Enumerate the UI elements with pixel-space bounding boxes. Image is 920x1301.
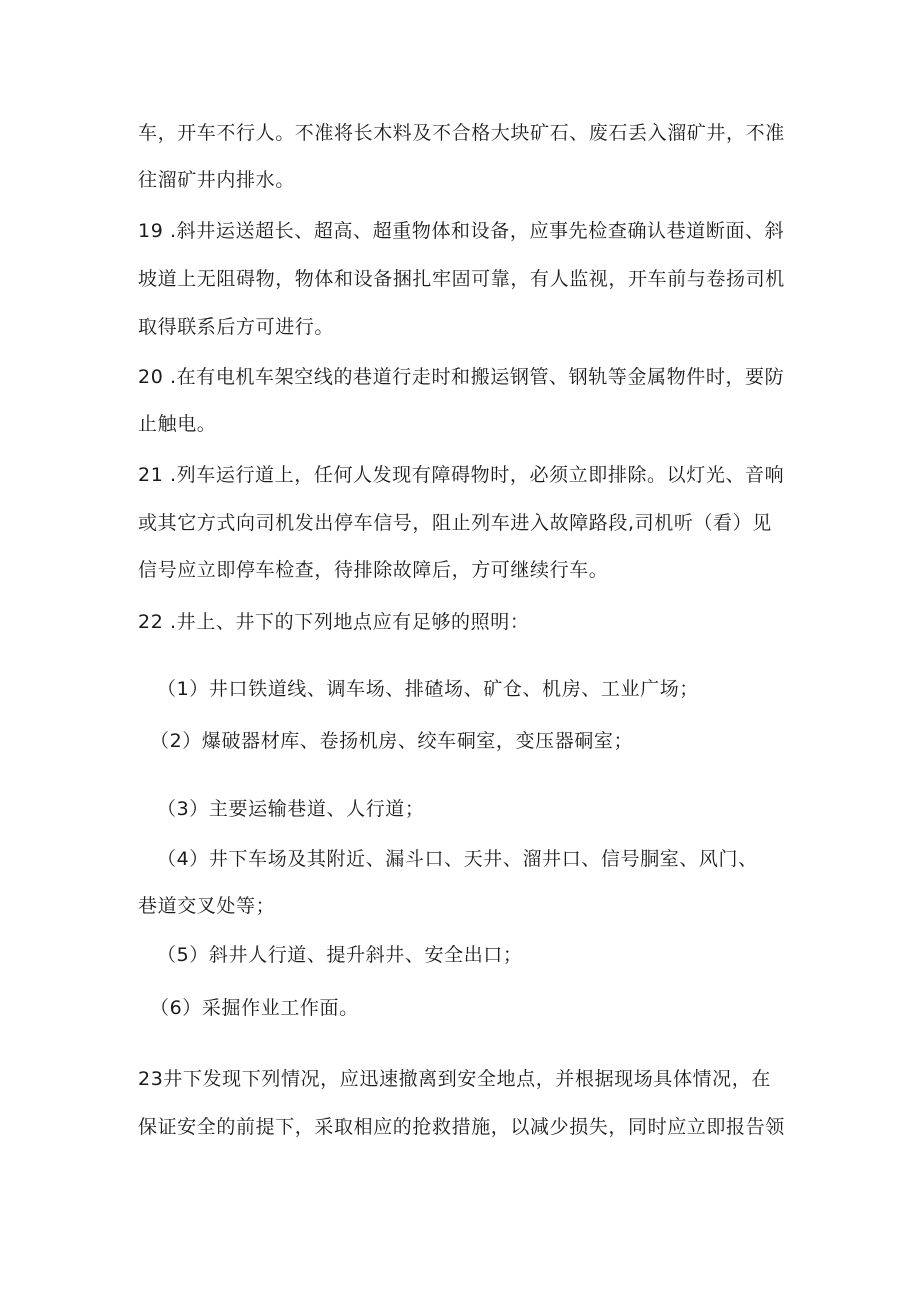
item-19-line-1: 19 .斜井运送超长、超高、超重物体和设备，应事先检查确认巷道断面、斜 [138, 220, 785, 242]
item-21-line-2: 或其它方式向司机发出停车信号，阻止列车进入故障路段,司机听（看）见 [138, 512, 772, 534]
list-item-4-line-1: （4）井下车场及其附近、漏斗口、天井、溜井口、信号胴室、风门、 [157, 848, 758, 870]
item-22-heading: 22 .井上、井下的下列地点应有足够的照明： [138, 611, 530, 633]
item-19-line-2: 坡道上无阻碍物，物体和设备捆扎牢固可靠，有人监视，开车前与卷扬司机 [138, 268, 785, 290]
paragraph-18-line-1: 车，开车不行人。不准将长木料及不合格大块矿石、废石丢入溜矿井，不准 [138, 122, 785, 144]
list-item-4-line-2: 巷道交叉处等； [138, 895, 276, 917]
list-item-5: （5）斜井人行道、提升斜井、安全出口； [157, 944, 523, 966]
item-23-line-2: 保证安全的前提下，采取相应的抢救措施，以减少损失，同时应立即报告领 [138, 1116, 785, 1138]
item-19-line-3: 取得联系后方可进行。 [138, 316, 335, 338]
item-21-line-1: 21 .列车运行道上，任何人发现有障碍物时，必须立即排除。以灯光、音响 [138, 464, 785, 486]
list-item-3: （3）主要运输巷道、人行道； [157, 798, 425, 820]
list-item-6: （6）采掘作业工作面。 [150, 997, 359, 1019]
paragraph-18-line-2: 往溜矿井内排水。 [138, 169, 295, 191]
list-item-1: （1）井口铁道线、调车场、排碴场、矿仓、机房、工业广场； [157, 678, 699, 700]
item-21-line-3: 信号应立即停车检查，待排除故障后，方可继续行车。 [138, 559, 609, 581]
item-20-line-2: 止触电。 [138, 413, 217, 435]
item-23-line-1: 23井下发现下列情况，应迅速撤离到安全地点，并根据现场具体情况，在 [138, 1068, 771, 1090]
item-20-line-1: 20 .在有电机车架空线的巷道行走时和搬运钢管、钢轨等金属物件时，要防 [138, 366, 785, 388]
list-item-2: （2）爆破器材库、卷扬机房、绞车硐室，变压器硐室； [150, 730, 634, 752]
